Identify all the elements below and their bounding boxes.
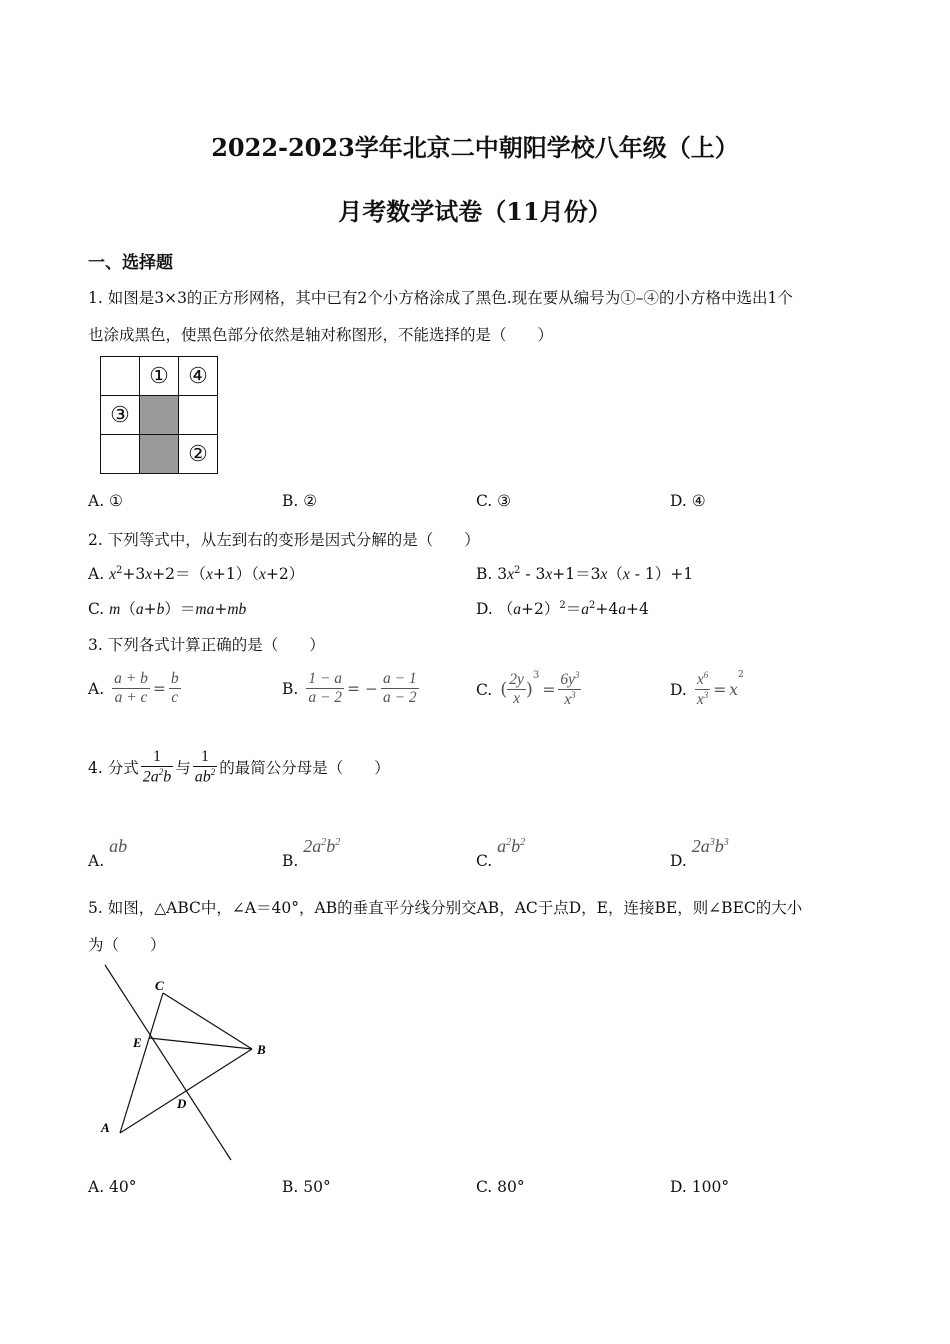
exam-title-line1: 2022-2023学年北京二中朝阳学校八年级（上） bbox=[211, 133, 739, 162]
fraction: $\frac{2y}{x}$ bbox=[509, 671, 524, 708]
grid-cell bbox=[101, 357, 140, 396]
point-label-c: C bbox=[155, 978, 164, 993]
exam-title-line2: 月考数学试卷（11月份） bbox=[338, 197, 612, 226]
section-heading-choice: 一、选择题 bbox=[88, 253, 173, 273]
grid-cell bbox=[101, 435, 140, 474]
q3-option-d[interactable]: D. $\frac{x^6}{x^3}$ = x 2 bbox=[670, 670, 744, 709]
q4-option-a[interactable]: A. ab bbox=[88, 836, 128, 870]
q1-option-d[interactable]: D. ④ bbox=[670, 492, 706, 510]
q1-option-a[interactable]: A. ① bbox=[88, 492, 123, 510]
q5-option-b[interactable]: B. 50° bbox=[282, 1178, 331, 1196]
q5-option-c[interactable]: C. 80° bbox=[476, 1178, 525, 1196]
q3-option-c[interactable]: C. ( $\frac{2y}{x}$ ) $^3$ = $\frac{6y^3}{x^3}$ bbox=[476, 670, 580, 709]
point-label-d: D bbox=[177, 1096, 187, 1111]
q4-option-d[interactable]: D. $2a^3b^3$ bbox=[670, 836, 729, 870]
fraction: $\frac{1}{2a^2b}$ bbox=[142, 748, 172, 786]
grid-cell-4: ④ bbox=[179, 357, 218, 396]
q3-option-a[interactable]: A. $\frac{a + b}{a + c}$ = $\frac{b}{c}$ bbox=[88, 670, 179, 706]
fraction: $\frac{b}{c}$ bbox=[170, 670, 179, 706]
q2-option-c[interactable]: C. m（a+b）＝ma+mb bbox=[88, 600, 247, 618]
fraction: $\frac{1}{ab^2}$ bbox=[194, 748, 216, 786]
grid-cell-1: ① bbox=[140, 357, 179, 396]
grid-cell-shaded bbox=[140, 435, 179, 474]
q1-stem-line1: 1. 如图是3×3的正方形网格，其中已有2个小方格涂成了黑色.现在要从编号为①–④的小方格中选出1个 bbox=[88, 289, 793, 307]
fraction: $\frac{1 - a}{a - 2}$ bbox=[308, 670, 343, 706]
fraction: $\frac{a + b}{a + c}$ bbox=[114, 670, 148, 706]
point-label-b: B bbox=[257, 1042, 266, 1057]
grid-cell bbox=[179, 396, 218, 435]
q1-option-c[interactable]: C. ③ bbox=[476, 492, 512, 510]
q1-grid-figure bbox=[100, 356, 218, 474]
segment-ab bbox=[120, 1049, 252, 1133]
fraction: $\frac{6y^3}{x^3}$ bbox=[560, 670, 580, 709]
point-label-e: E bbox=[133, 1035, 142, 1050]
q2-option-b[interactable]: B. $3x^2 - 3x+1=3x(x - 1)+1$ bbox=[476, 564, 694, 583]
q1-stem-line2: 也涂成黑色，使黑色部分依然是轴对称图形，不能选择的是（ ） bbox=[88, 326, 554, 344]
q2-option-a[interactable]: A. $x^2+3x+2=(x+1)(x+2)$ bbox=[88, 564, 305, 583]
q3-option-b[interactable]: B. $\frac{1 - a}{a - 2}$ = − $\frac{a - 1}{a - 2}$ bbox=[282, 670, 417, 706]
q5-stem-line1: 5. 如图，△ABC中，∠A＝40°，AB的垂直平分线分别交AB，AC于点D，E，连接BE，则∠BEC的大小 bbox=[88, 899, 803, 917]
segment-ac bbox=[120, 993, 163, 1133]
grid-cell-shaded bbox=[140, 396, 179, 435]
fraction: $\frac{a - 1}{a - 2}$ bbox=[382, 670, 417, 706]
q5-triangle-figure bbox=[95, 960, 295, 1170]
q4-option-b[interactable]: B. $2a^2b^2$ bbox=[282, 836, 341, 870]
q1-option-b[interactable]: B. ② bbox=[282, 492, 318, 510]
q2-stem: 2. 下列等式中，从左到右的变形是因式分解的是（ ） bbox=[88, 531, 480, 549]
point-label-a: A bbox=[101, 1120, 110, 1135]
grid-cell-2: ② bbox=[179, 435, 218, 474]
q3-stem: 3. 下列各式计算正确的是（ ） bbox=[88, 636, 325, 654]
fraction: $\frac{x^6}{x^3}$ bbox=[696, 670, 709, 709]
q4-option-c[interactable]: C. $a^2b^2$ bbox=[476, 836, 526, 870]
q5-option-a[interactable]: A. 40° bbox=[88, 1178, 137, 1196]
q2-option-d[interactable]: D. $(a+2)^2=a^2+4a+4$ bbox=[476, 599, 649, 618]
q5-option-d[interactable]: D. 100° bbox=[670, 1178, 730, 1196]
grid-cell-3: ③ bbox=[101, 396, 140, 435]
q4-stem: 4. 分式 $\frac{1}{2a^2b}$ 与 $\frac{1}{ab^2}$ 的最简公分母是（ ） bbox=[88, 748, 390, 786]
q5-stem-line2: 为（ ） bbox=[88, 936, 166, 954]
